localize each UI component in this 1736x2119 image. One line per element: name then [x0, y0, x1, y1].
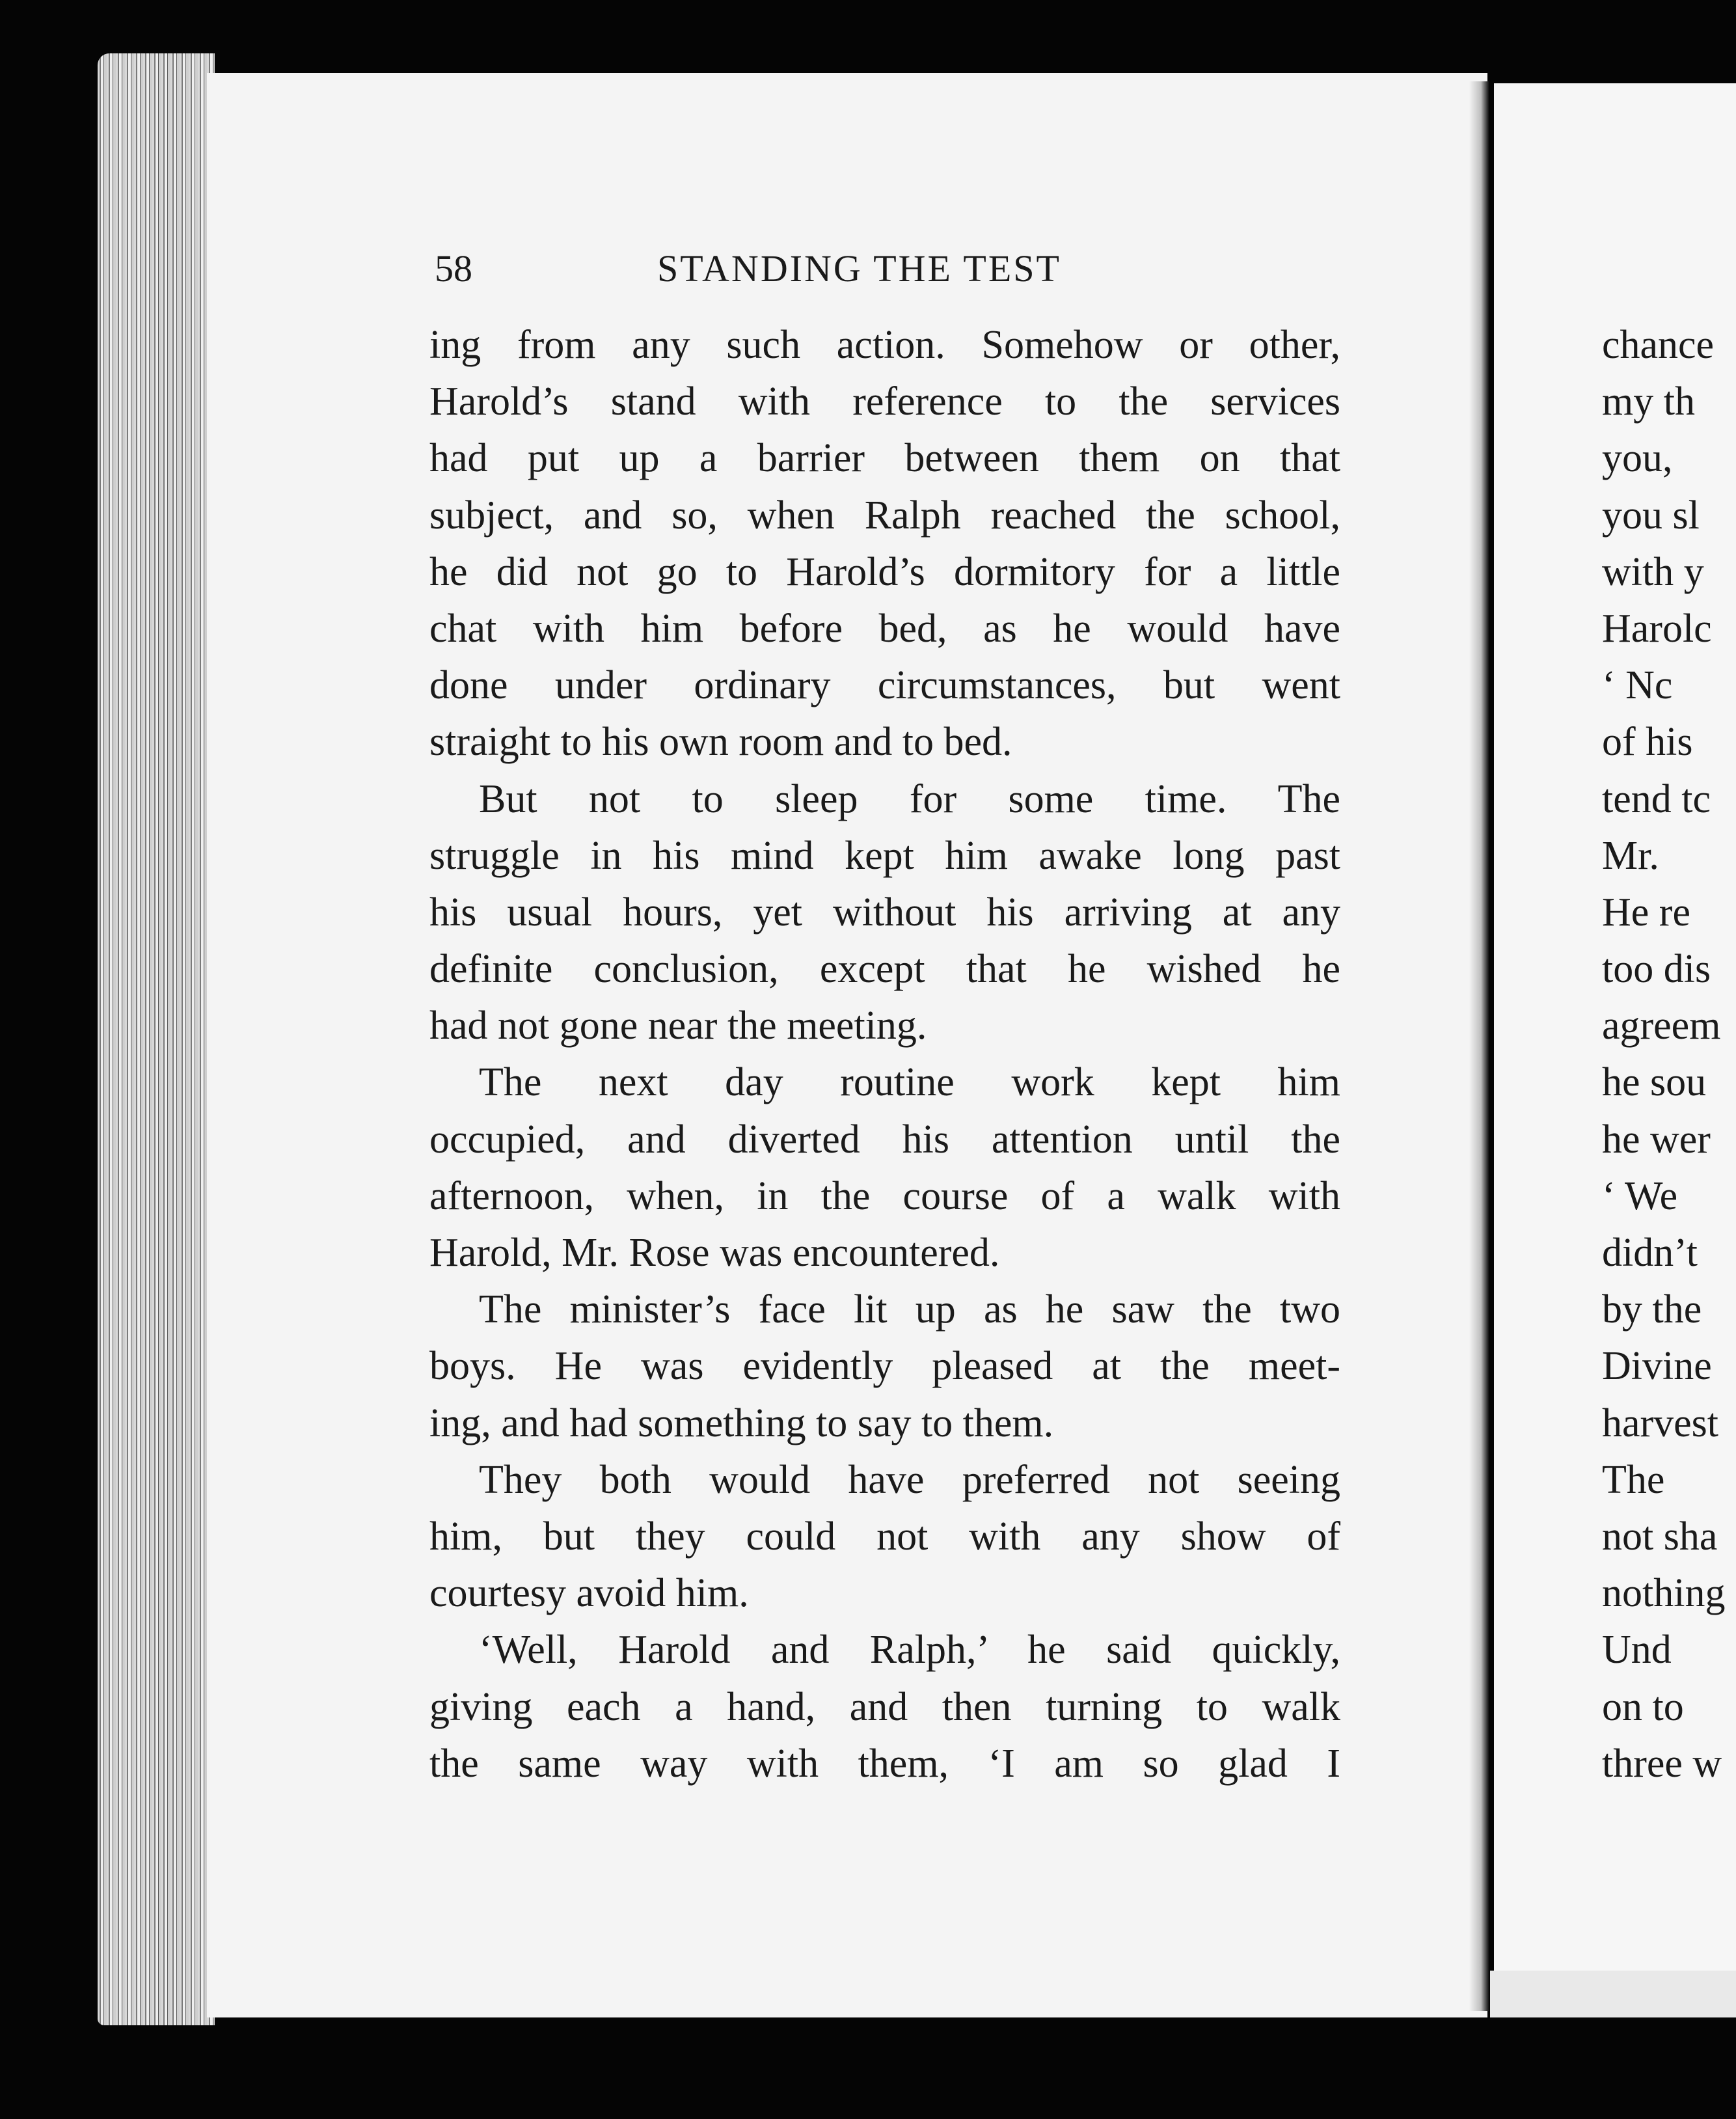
- text-line: he wer: [1602, 1117, 1711, 1162]
- text-line: ‘ Nc: [1602, 663, 1673, 708]
- text-line: didn’t: [1602, 1231, 1698, 1275]
- text-line: Harold’s stand with reference to the services: [429, 379, 1340, 424]
- text-line: on to: [1602, 1684, 1684, 1729]
- right-page-bottom: [1490, 1971, 1736, 2017]
- text-line: chat with him before bed, as he would have: [429, 606, 1340, 651]
- text-line: giving each a hand, and then turning to walk: [429, 1684, 1340, 1729]
- text-line: of his: [1602, 720, 1693, 765]
- text-line: The: [1602, 1457, 1665, 1502]
- text-line: Mr.: [1602, 833, 1659, 878]
- text-line: straight to his own room and to bed.: [429, 720, 1012, 765]
- text-line: ing, and had something to say to them.: [429, 1401, 1054, 1445]
- text-line: harvest: [1602, 1401, 1719, 1445]
- text-line: But not to sleep for some time. The: [479, 776, 1340, 821]
- running-head: STANDING THE TEST: [657, 247, 1061, 290]
- text-line: Divine: [1602, 1344, 1712, 1389]
- text-line: ‘ We: [1602, 1173, 1678, 1218]
- text-line: had not gone near the meeting.: [429, 1004, 927, 1048]
- text-line: him, but they could not with any show of: [429, 1514, 1340, 1559]
- text-line: Und: [1602, 1628, 1672, 1673]
- text-line: my th: [1602, 379, 1695, 424]
- text-line: you,: [1602, 436, 1673, 481]
- text-line: Harolc: [1602, 606, 1712, 651]
- text-line: had put up a barrier between them on that: [429, 436, 1340, 481]
- text-line: Harold, Mr. Rose was encountered.: [429, 1231, 1000, 1275]
- text-line: three w: [1602, 1741, 1722, 1786]
- text-line: he did not go to Harold’s dormitory for a little: [429, 549, 1340, 594]
- text-line: He re: [1602, 890, 1690, 935]
- text-line: chance: [1602, 323, 1715, 367]
- text-line: too dis: [1602, 947, 1711, 992]
- text-line: ‘Well, Harold and Ralph,’ he said quickly,: [479, 1628, 1340, 1673]
- text-line: you sl: [1602, 493, 1700, 538]
- left-page-text: [429, 317, 1340, 1792]
- text-line: They both would have preferred not seeing: [479, 1457, 1340, 1502]
- text-line: the same way with them, ‘I am so glad I: [429, 1741, 1340, 1786]
- page-edges: [98, 53, 215, 2025]
- text-line: not sha: [1602, 1514, 1718, 1559]
- page-number: 58: [435, 247, 472, 290]
- text-line: agreem: [1602, 1004, 1721, 1048]
- text-line: nothing: [1602, 1571, 1726, 1616]
- text-line: The next day routine work kept him: [479, 1060, 1340, 1105]
- text-line: The minister’s face lit up as he saw the two: [479, 1287, 1340, 1332]
- text-line: with y: [1602, 549, 1704, 594]
- text-line: tend tc: [1602, 776, 1711, 821]
- text-line: subject, and so, when Ralph reached the school,: [429, 493, 1340, 538]
- text-line: ing from any such action. Somehow or other,: [429, 323, 1340, 367]
- text-line: boys. He was evidently pleased at the meet-: [429, 1344, 1340, 1389]
- text-line: his usual hours, yet without his arriving at any: [429, 890, 1340, 935]
- right-page-text: [1602, 317, 1736, 1792]
- page-gutter: [1469, 81, 1489, 2011]
- text-line: done under ordinary circumstances, but went: [429, 663, 1340, 708]
- text-line: he sou: [1602, 1060, 1707, 1105]
- text-line: definite conclusion, except that he wished he: [429, 947, 1340, 992]
- page-header: [435, 239, 1346, 298]
- text-line: by the: [1602, 1287, 1702, 1332]
- text-line: courtesy avoid him.: [429, 1571, 749, 1616]
- text-line: struggle in his mind kept him awake long past: [429, 833, 1340, 878]
- text-line: occupied, and diverted his attention until the: [429, 1117, 1340, 1162]
- text-line: afternoon, when, in the course of a walk with: [429, 1173, 1340, 1218]
